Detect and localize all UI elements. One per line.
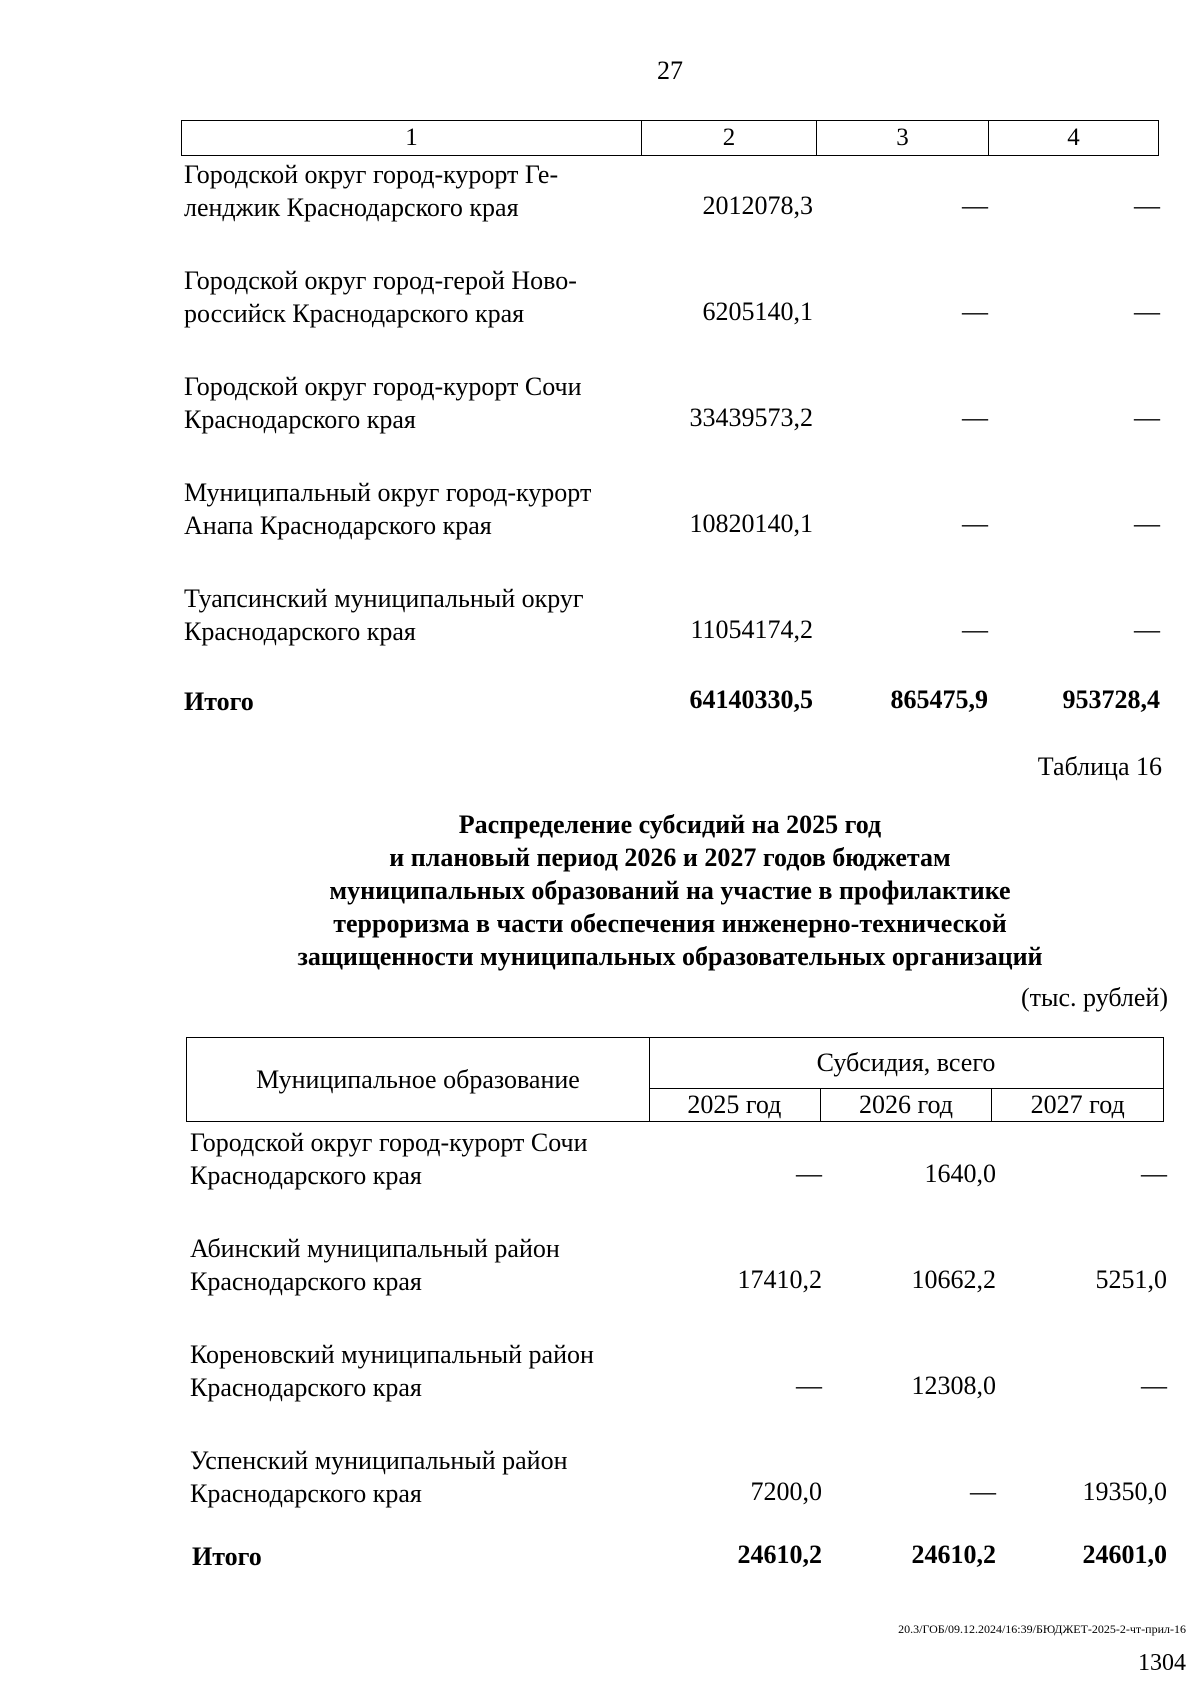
row-value-col3: — (962, 191, 988, 220)
row-value-2026: 12308,0 (911, 1371, 996, 1400)
row-name: Городской округ город-курорт Сочи Краснодарского края (184, 372, 582, 434)
row-value-2025: — (796, 1159, 822, 1188)
header-years (649, 1088, 1163, 1121)
row-value-2027: — (1141, 1371, 1167, 1400)
header-municipality: Муниципальное образование (187, 1038, 650, 1121)
footer-document-code: 20.3/ГОБ/09.12.2024/16:39/БЮДЖЕТ-2025-2-чт-прил-16 (898, 1622, 1186, 1636)
row-value-2027: — (1141, 1159, 1167, 1188)
row-name: Городской округ город-курорт Ге- ленджик Краснодарского края (184, 160, 559, 222)
table1-header-col-1: 1 (182, 121, 642, 155)
row-value-col4: — (1134, 191, 1160, 220)
row-value-col2: 10820140,1 (689, 509, 813, 538)
table16-title: Распределение субсидий на 2025 год и плановый период 2026 и 2027 годов бюджетам муниципальных образований на участие в профилактике терроризма в части обеспечения инженерно-технической защищенности муниципальных образовательных организаций (297, 810, 1043, 971)
row-value-2025: 7200,0 (750, 1477, 822, 1506)
table1-header-col-2: 2 (642, 121, 817, 155)
row-name: Городской округ город-курорт Сочи Краснодарского края (190, 1128, 588, 1190)
row-value-col4: — (1134, 615, 1160, 644)
table2-header (186, 1037, 1164, 1122)
header-year-2026: 2026 год (821, 1088, 993, 1121)
row-value-col3: — (962, 509, 988, 538)
total-value-2027: 24601,0 (1082, 1540, 1167, 1569)
table1-header-col-3: 3 (817, 121, 989, 155)
row-value-2027: 19350,0 (1082, 1477, 1167, 1506)
total-value-2026: 24610,2 (911, 1540, 996, 1569)
row-value-2027: 5251,0 (1095, 1265, 1167, 1294)
table1-header (181, 120, 1159, 156)
row-value-2026: 1640,0 (924, 1159, 996, 1188)
row-value-2025: — (796, 1371, 822, 1400)
footer-number: 1304 (1138, 1650, 1186, 1676)
row-value-col4: — (1134, 403, 1160, 432)
table1-header-col-4: 4 (1067, 124, 1080, 151)
total-value-col3: 865475,9 (890, 685, 988, 714)
row-value-col3: — (962, 297, 988, 326)
header-year-2025: 2025 год (649, 1088, 821, 1121)
total-label: Итого (184, 687, 254, 716)
row-name: Муниципальный округ город-курорт Анапа Краснодарского края (184, 478, 592, 540)
page-number: 27 (657, 56, 683, 85)
row-name: Абинский муниципальный район Краснодарского края (190, 1234, 560, 1296)
table-number-label: Таблица 16 (1037, 752, 1162, 781)
row-value-2026: 10662,2 (911, 1265, 996, 1294)
row-value-col2: 2012078,3 (702, 191, 813, 220)
row-value-col3: — (962, 403, 988, 432)
row-value-col3: — (962, 615, 988, 644)
total-value-col2: 64140330,5 (689, 685, 813, 714)
row-value-col4: — (1134, 297, 1160, 326)
row-name: Кореновский муниципальный район Краснодарского края (190, 1340, 594, 1402)
row-value-col4: — (1134, 509, 1160, 538)
row-value-col2: 33439573,2 (689, 403, 813, 432)
total-value-2025: 24610,2 (737, 1540, 822, 1569)
row-value-col2: 6205140,1 (702, 297, 813, 326)
row-value-2026: — (970, 1477, 996, 1506)
header-year-2027: 2027 год (1030, 1089, 1125, 1119)
row-value-2025: 17410,2 (737, 1265, 822, 1294)
header-subsidy-total: Субсидия, всего (649, 1038, 1163, 1089)
total-label: Итого (192, 1542, 262, 1571)
row-name: Туапсинский муниципальный округ Краснодарского края (184, 584, 584, 646)
row-name: Успенский муниципальный район Краснодарского края (190, 1446, 568, 1508)
row-name: Городской округ город-герой Ново- российск Краснодарского края (184, 266, 577, 328)
total-value-col4: 953728,4 (1062, 685, 1160, 714)
row-value-col2: 11054174,2 (690, 615, 813, 644)
units-label: (тыс. рублей) (1020, 983, 1168, 1012)
